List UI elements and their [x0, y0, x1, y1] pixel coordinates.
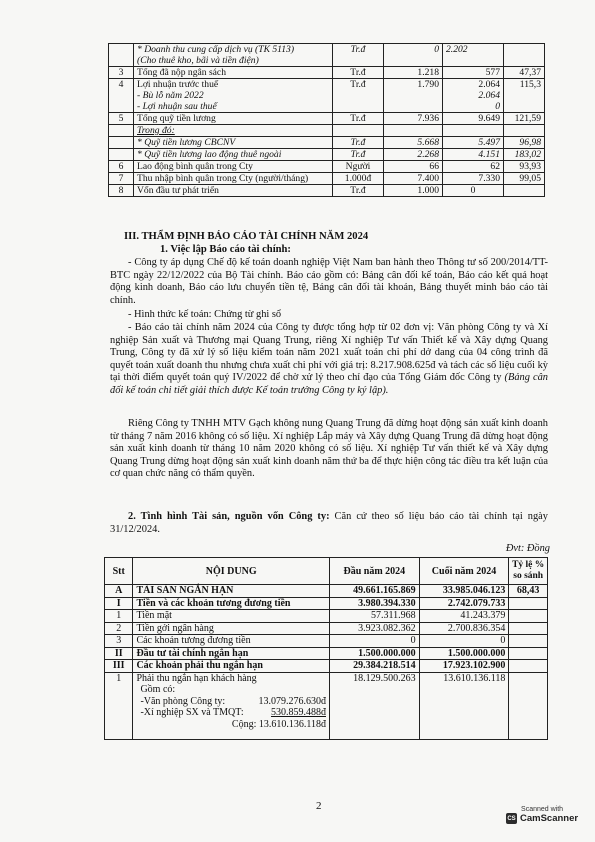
paragraph: - Hình thức kế toán: Chứng từ ghi sổ	[128, 309, 282, 320]
table-row: 6 Lao động bình quân trong Cty Người 66 62 93,93	[109, 161, 545, 173]
table-row: * Quỹ tiền lương lao động thuê ngoài Tr.đ 2.268 4.151 183,02	[109, 149, 545, 161]
table-row: 3 Các khoản tương đương tiền 0 0	[105, 635, 548, 648]
table-row: 7 Thu nhập bình quân trong Cty (người/tháng) 1.000đ 7.400 7.330 99,05	[109, 173, 545, 185]
table-row: Trong đó:	[109, 125, 545, 137]
table-row: A TÀI SẢN NGẮN HẠN 49.661.165.869 33.985.046.123 68,43	[105, 585, 548, 598]
table-row: 1 Phải thu ngắn hạn khách hàng Gồm có: -Văn phòng Công ty: 13.079.276.630đ -Xí nghiệp SX và TMQT: 530.859.488đ Cộng: 13.610.136.118đ 18.129.500.263 13.610.136.118	[105, 672, 548, 739]
table-row: 5 Tổng quỹ tiền lương Tr.đ 7.936 9.649 121,59	[109, 113, 545, 125]
table-row: * Quỹ tiền lương CBCNV Tr.đ 5.668 5.497 96,98	[109, 137, 545, 149]
camscanner-logo-icon: CS	[506, 813, 517, 824]
page-number: 2	[316, 800, 322, 812]
table-row: 3 Tổng đã nộp ngân sách Tr.đ 1.218 577 47,37	[109, 67, 545, 79]
table-row: 2 Tiền gởi ngân hàng 3.923.082.362 2.700.836.354	[105, 622, 548, 635]
subsection-title: 1. Việc lập Báo cáo tài chính:	[160, 244, 291, 255]
table-row: 1 Tiền mặt 57.311.968 41.243.379	[105, 610, 548, 623]
table-row: III Các khoản phải thu ngắn hạn 29.384.218.514 17.923.102.900	[105, 660, 548, 673]
table-row: I Tiền và các khoản tương đương tiền 3.980.394.330 2.742.079.733	[105, 597, 548, 610]
asset-table	[104, 557, 548, 740]
unit-note: Đvt: Đồng	[505, 543, 550, 554]
paragraph: Riêng Công ty TNHH MTV Gạch không nung Quang Trung đã dừng hoạt động sản xuất kinh doanh từ tháng 7 năm 2016 không có số liệu. Xí nghiệp Lắp máy và Xây dựng Quang Trung đã dừng hoạt động sản xuất kinh doanh từ tháng 10 năm 2020 không có số liệu. Xí nghiệp Tư vấn thiết kế và Xây dựng Quang Trung dừng hoạt động sản xuất kinh doanh năm thứ ba để thực hiện công tác điều tra kết luận của cơ quan chức năng có thẩm quyền.	[110, 418, 548, 480]
camscanner-watermark: Scanned with CS CamScanner	[507, 806, 579, 824]
table-row: 4 Lợi nhuận trước thuế - Bù lỗ năm 2022 - Lợi nhuận sau thuế Tr.đ 1.790 2.064 2.064 0 115,3	[109, 79, 545, 113]
table-header-row: Stt NỘI DUNG Đầu năm 2024 Cuối năm 2024 Tỷ lệ % so sánh	[105, 558, 548, 585]
paragraph: - Báo cáo tài chính năm 2024 của Công ty được tổng hợp từ 02 đơn vị: Văn phòng Công ty và Xí nghiệp Sản xuất và Thương mại Quang Trung, riêng Xí nghiệp Tư vấn Thiết kế và Xây dựng Quang Trung, Công ty đã xử lý số liệu kiểm toán năm 2021 xuất toán chi phí dở dang của 04 công trình đã quyết toán xuất doanh thu nhưng chưa xuất chi phí với giá trị: 8.217.908.625đ và tách các số liệu cuối kỳ tại thời điểm quyết toán quý IV/2022 để chờ xử lý theo chỉ đạo của Tổng Giám đốc Công ty (Bảng cân đối kế toán chi tiết giải thích được Kế toán trưởng Công ty ký lập).	[110, 322, 548, 396]
paragraph: - Công ty áp dụng Chế độ kế toán doanh nghiệp Việt Nam ban hành theo Thông tư số 200/2014/TT-BTC ngày 22/12/2022 của Bộ Tài chính. Báo cáo gồm có: Bảng cân đối kế toán, Báo cáo kết quả hoạt động kinh doanh, Báo cáo lưu chuyển tiền tệ, Bảng cân đối tài khoản, Bảng thuyết minh báo cáo tài chính.	[110, 257, 548, 306]
table-row: 8 Vốn đầu tư phát triển Tr.đ 1.000 0	[109, 185, 545, 197]
table-row: * Doanh thu cung cấp dịch vụ (TK 5113) (Cho thuê kho, bãi và tiền điện) Tr.đ 0 2.202	[109, 44, 545, 67]
paragraph: 2. Tình hình Tài sản, nguồn vốn Công ty: Căn cứ theo số liệu báo cáo tài chính tại ngày 31/12/2024.	[110, 511, 548, 535]
section-title: III. THẨM ĐỊNH BÁO CÁO TÀI CHÍNH NĂM 2024	[124, 231, 369, 242]
table-row: II Đầu tư tài chính ngắn hạn 1.500.000.000 1.500.000.000	[105, 647, 548, 660]
results-table	[108, 43, 545, 197]
